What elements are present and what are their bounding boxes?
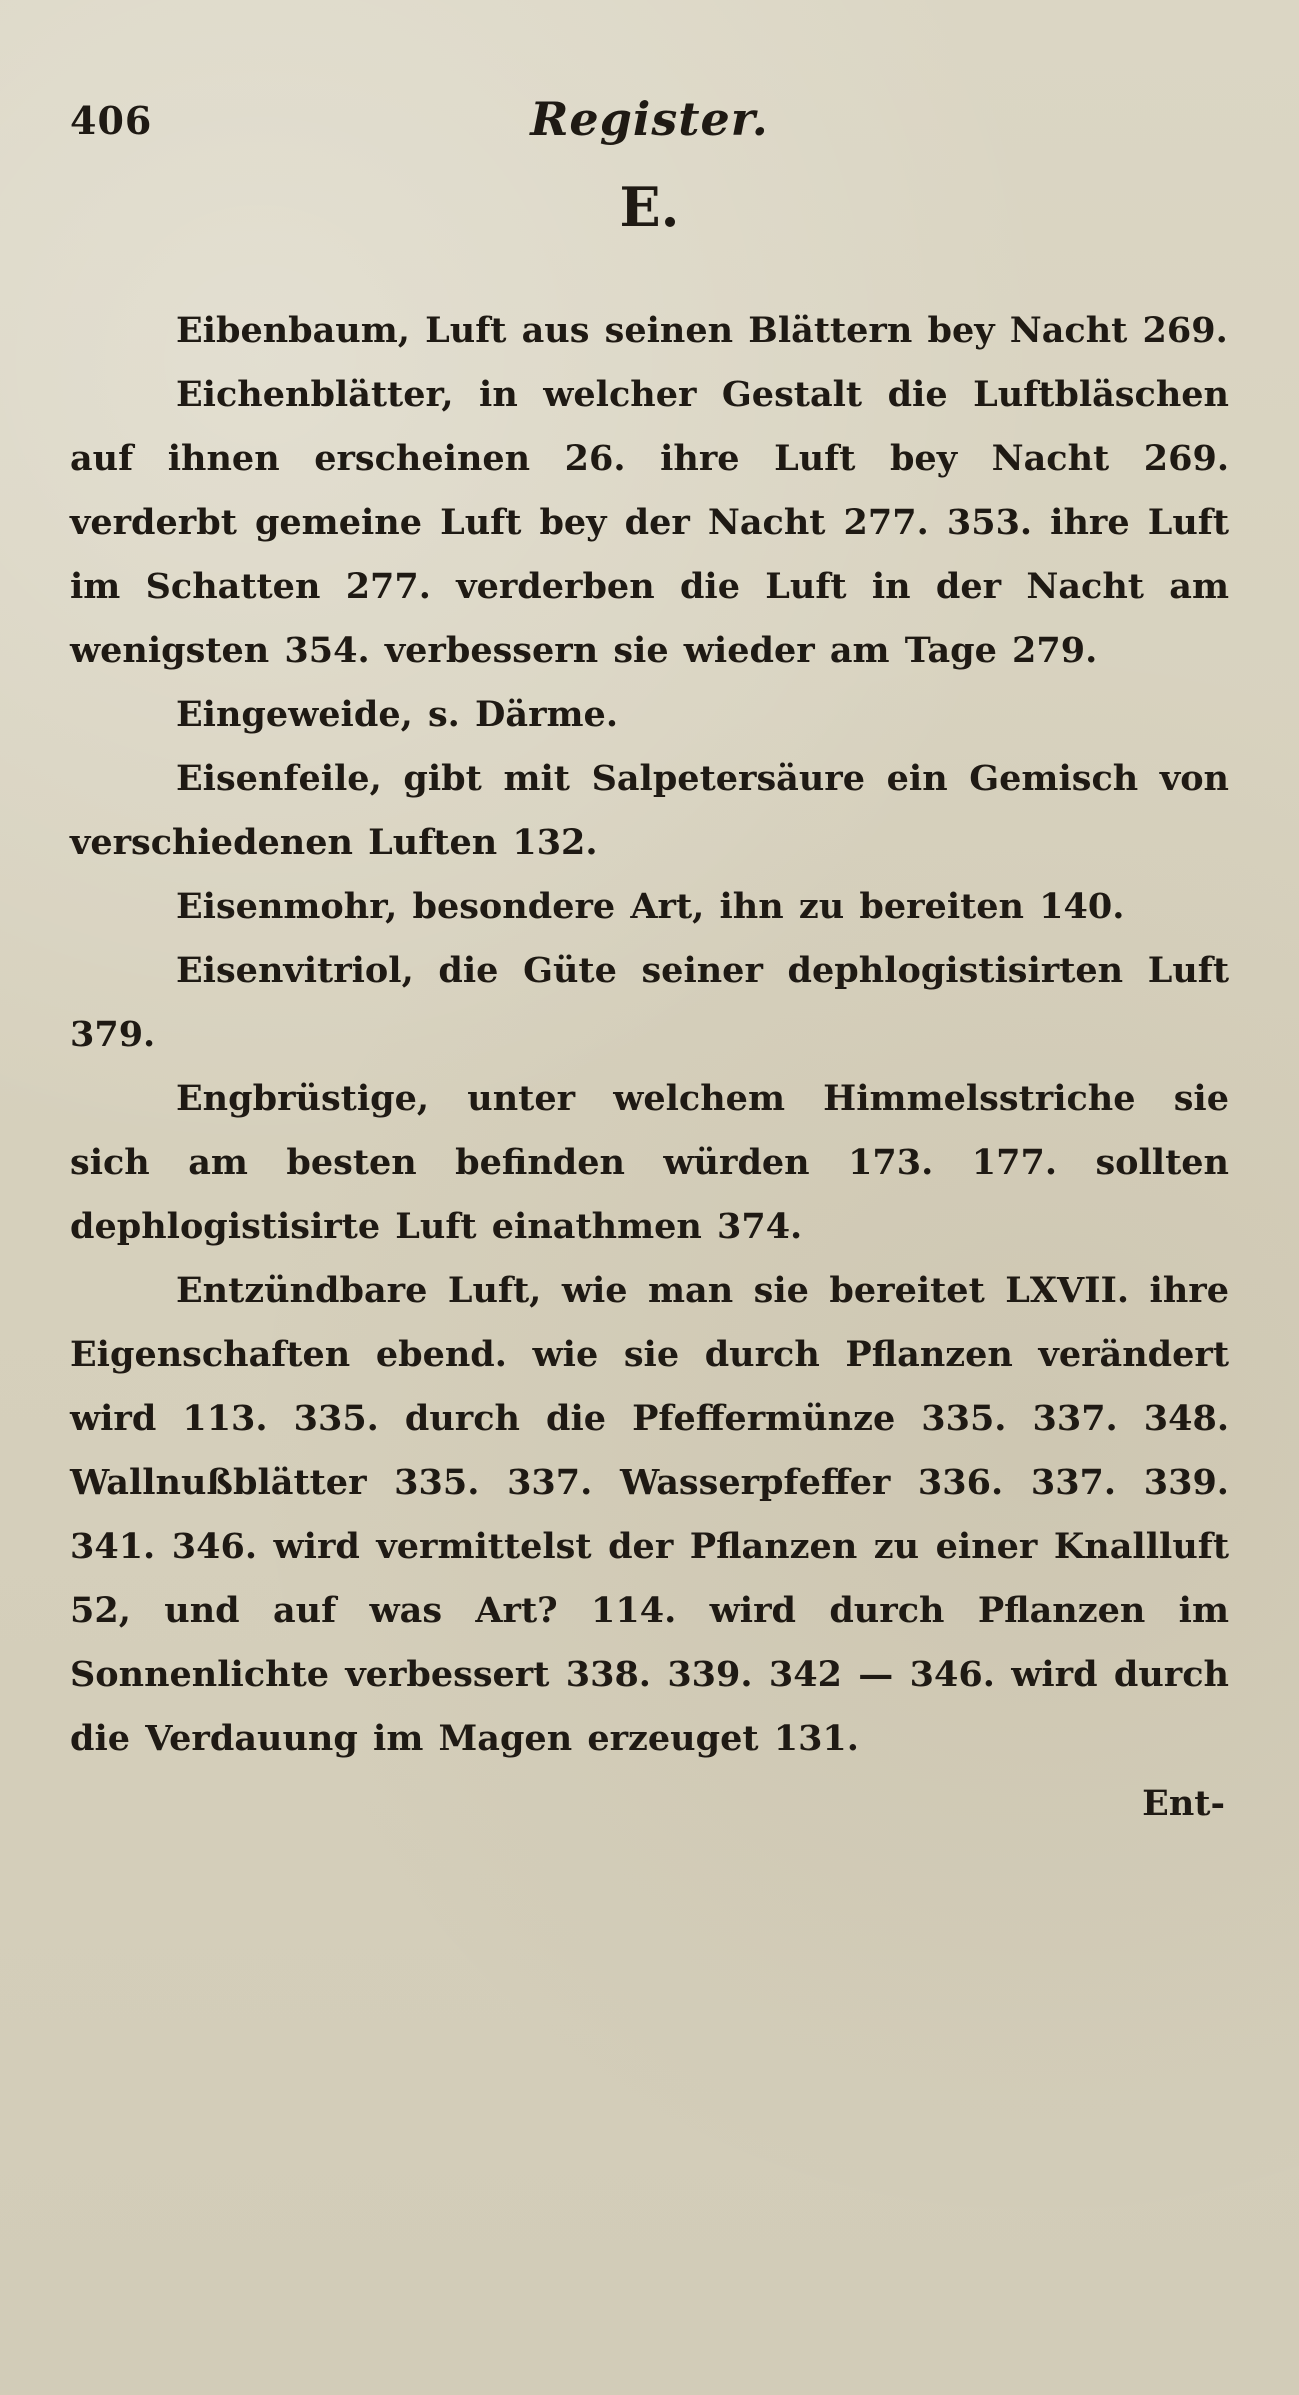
register-entry [70, 875, 1229, 939]
entry-text: besondere Art, ihn zu bereiten 140. [397, 886, 1125, 927]
entry-text: gibt mit Salpetersäure ein Gemisch von verschiedenen Luften 132. [70, 758, 1229, 863]
register-entry [70, 299, 1229, 363]
entry-headword: Eichenblätter, [176, 374, 454, 415]
register-entry [70, 683, 1229, 747]
entry-text: wie man sie bereitet LXVII. ihre Eigenschaften ebend. wie sie durch Pflanzen verändert wird 113. 335. durch die Pfeffermünze 335. 337. 348. Wallnußblätter 335. 337. Wasserpfeffer 336. 337. 339. 341. 346. wird vermittelst der Pflanzen zu einer Knallluft 52, und auf was Art? 114. wird durch Pflanzen im Sonnenlichte verbessert 338. 339. 342 — 346. wird durch die Verdauung im Magen erzeuget 131. [70, 1270, 1229, 1759]
entry-headword: Eisenmohr, [176, 886, 398, 927]
register-entry [70, 939, 1229, 1067]
register-entry [70, 1067, 1229, 1259]
entry-text: Luft aus seinen Blättern bey Nacht 269. [409, 310, 1228, 351]
entry-headword: Engbrüstige, [176, 1078, 430, 1119]
entry-text: in welcher Gestalt die Luftbläschen auf ihnen erscheinen 26. ihre Luft bey Nacht 269. verderbt gemeine Luft bey der Nacht 277. 353. ihre Luft im Schatten 277. verderben die Luft in der Nacht am wenigsten 354. verbessern sie wieder am Tage 279. [70, 374, 1229, 671]
entry-headword: Eisenfeile, [176, 758, 382, 799]
running-head: Register. [530, 92, 769, 146]
entry-headword: Eingeweide, [176, 694, 413, 735]
entry-text: s. Därme. [412, 694, 618, 735]
register-entries [70, 299, 1229, 1771]
entry-text: unter welchem Himmelsstriche sie sich am besten befinden würden 173. 177. sollten dephlogistisirte Luft einathmen 374. [70, 1078, 1229, 1247]
entry-headword: Eisenvitriol, [176, 950, 414, 991]
page-header [70, 70, 1229, 150]
register-entry [70, 1259, 1229, 1771]
page-number: 406 [70, 98, 153, 143]
entry-headword: Eibenbaum, [176, 310, 410, 351]
section-letter: E. [619, 175, 680, 239]
entry-text: die Güte seiner dephlogistisirten Luft 379. [70, 950, 1229, 1055]
catchword: Ent- [1142, 1783, 1225, 1824]
register-entry [70, 363, 1229, 683]
entry-headword: Entzündbare Luft, [176, 1270, 542, 1311]
register-entry [70, 747, 1229, 875]
